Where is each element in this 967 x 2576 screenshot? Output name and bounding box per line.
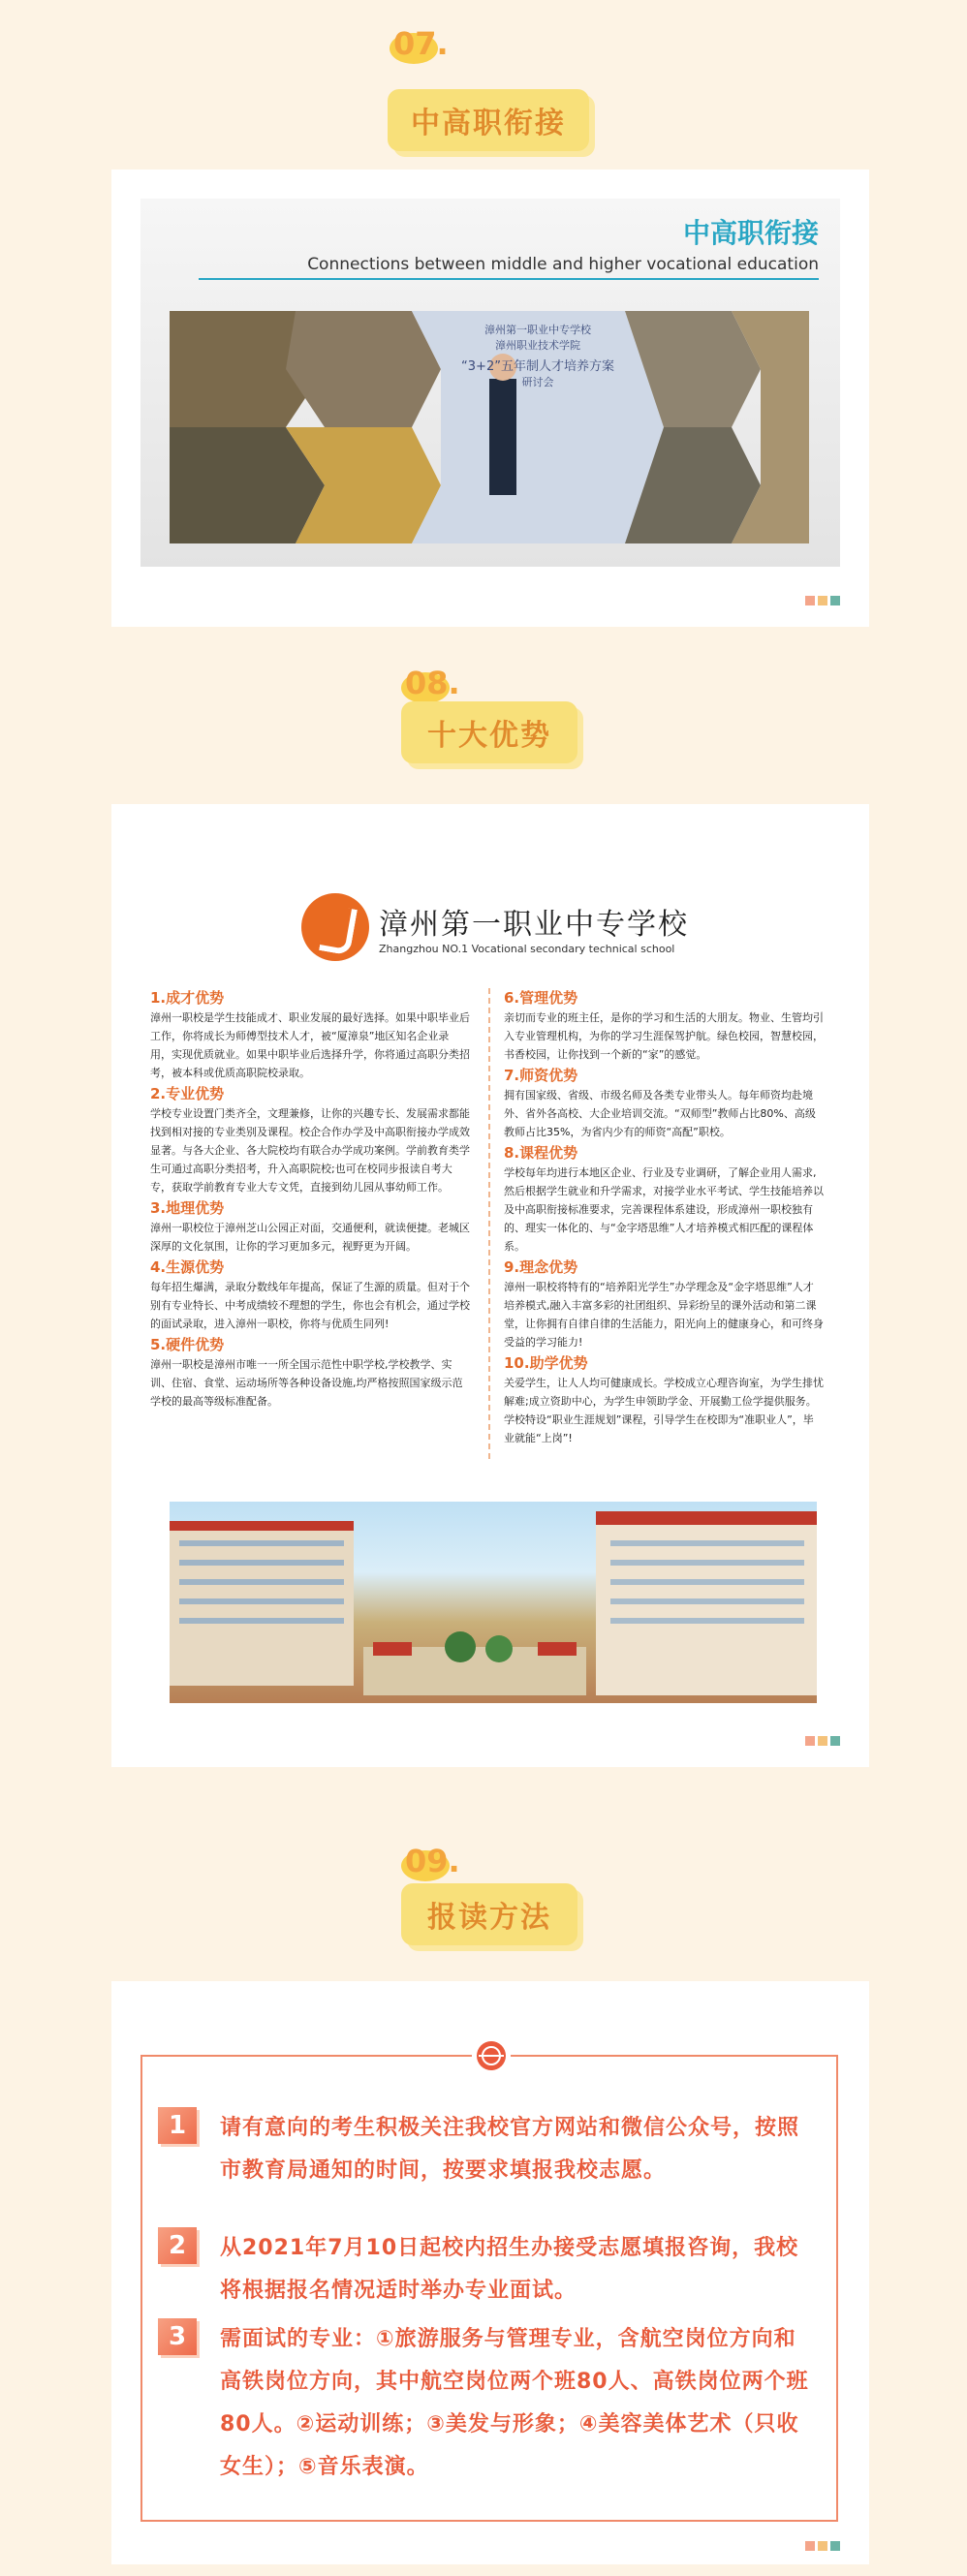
advantage-text: 关爱学生，让人人均可健康成长。学校成立心理咨询室，为学生排忧解难;成立资助中心，为学生申领助学金、开展勤工俭学提供服务。学校特设“职业生涯规划”课程，引导学生在校即为“准职业人”，毕业就能“上岗”! — [504, 1377, 824, 1444]
column-divider — [488, 988, 490, 1459]
step-item — [158, 2318, 817, 2489]
globe-icon — [472, 2039, 511, 2072]
banner-line: 漳州第一职业中专学校 — [484, 324, 591, 336]
advantage-text: 每年招生爆满，录取分数线年年提高，保证了生源的质量。但对于个别有专业特长、中考成绩较不理想的学生，你也会有机会，通过学校的面试录取，进入漳州一职校，你将与优质生同列! — [150, 1281, 470, 1330]
step-text: 请有意向的考生积极关注我校官方网站和微信公众号，按照市教育局通知的时间，按要求填报我校志愿。 — [220, 2116, 800, 2183]
banner-text — [451, 323, 625, 390]
advantages-left-column — [150, 986, 470, 1411]
advantage-heading: 2.专业优势 — [150, 1085, 225, 1102]
section-number: 07. — [393, 25, 449, 62]
campus-photo — [170, 1502, 817, 1703]
advantage-heading: 5.硬件优势 — [150, 1336, 225, 1353]
step-text: 从2021年7月10日起校内招生办接受志愿填报咨询，我校将根据报名情况适时举办专业面试。 — [220, 2236, 799, 2303]
step-number-badge: 1 — [158, 2107, 197, 2144]
advantage-heading: 1.成才优势 — [150, 989, 225, 1007]
decor-dots — [805, 2541, 840, 2551]
application-steps-box — [140, 2055, 838, 2522]
advantage-text: 拥有国家级、省级、市级名师及各类专业带头人。每年师资均赴境外、省外各高校、大企业培训交流。“双师型”教师占比80%、高级教师占比35%，为省内少有的师资“高配”职校。 — [504, 1089, 816, 1138]
advantages-right-column — [504, 986, 824, 1447]
school-name-en: Zhangzhou NO.1 Vocational secondary technical school — [379, 942, 675, 955]
school-name-cn: 漳州第一职业中专学校 — [379, 907, 689, 942]
section-08-card — [111, 804, 869, 1767]
section-number: 08. — [405, 665, 460, 701]
advantage-heading: 10.助学优势 — [504, 1354, 588, 1372]
banner-line: 研讨会 — [521, 376, 554, 388]
advantage-heading: 8.课程优势 — [504, 1144, 578, 1162]
section-title: 十大优势 — [401, 701, 577, 763]
school-header — [301, 893, 689, 961]
banner-line: “3+2”五年制人才培养方案 — [461, 359, 614, 374]
advantage-text: 漳州一职校将特有的“培养阳光学生”办学理念及“金字塔思维”人才培养模式,融入丰富多彩的社团组织、异彩纷呈的课外活动和第二课堂，让你拥有自律自律的生活能力，阳光向上的健康身心，和可终身受益的学习能力! — [504, 1281, 824, 1349]
connections-image — [140, 199, 840, 567]
step-text: 需面试的专业：①旅游服务与管理专业，含航空岗位方向和高铁岗位方向，其中航空岗位两个班80人、高铁岗位两个班80人。②运动训练；③美发与形象；④美容美体艺术（只收女生）；⑤音乐表演。 — [220, 2327, 809, 2479]
step-item — [158, 2107, 817, 2192]
section-title: 中高职衔接 — [388, 89, 589, 151]
step-number-badge: 2 — [158, 2227, 197, 2264]
step-item — [158, 2227, 817, 2312]
step-number-badge: 3 — [158, 2318, 197, 2355]
section-09-card — [111, 1981, 869, 2564]
advantage-text: 漳州一职校位于漳州芝山公园正对面，交通便利，就读便捷。老城区深厚的文化氛围，让你的学习更加多元，视野更为开阔。 — [150, 1222, 470, 1253]
image-subtitle: Connections between middle and higher vocational education — [307, 255, 819, 274]
advantage-text: 学校每年均进行本地区企业、行业及专业调研，了解企业用人需求,然后根据学生就业和升学需求，对接学业水平考试、学生技能培养以及中高职衔接标准要求，完善课程体系建设，形成漳州一职校独有的、理实一体化的、与“金字塔思维”人才培养模式相匹配的课程体系。 — [504, 1166, 824, 1253]
section-title: 报读方法 — [401, 1883, 577, 1945]
advantage-text: 学校专业设置门类齐全，文理兼修，让你的兴趣专长、发展需求都能找到相对接的专业类别及课程。校企合作办学及中高职衔接办学成效显著。与各大企业、各大院校均有联合办学成功案例。学前教育类学生可通过高职分类招考，升入高职院校;也可在校同步报读自考大专，获取学前教育专业大专文凭，直接到幼儿园从事幼师工作。 — [150, 1107, 470, 1194]
advantage-heading: 4.生源优势 — [150, 1258, 225, 1276]
decor-dots — [805, 596, 840, 605]
advantage-heading: 3.地理优势 — [150, 1199, 225, 1217]
campus-illustration — [170, 1502, 817, 1703]
advantage-heading: 9.理念优势 — [504, 1258, 578, 1276]
advantage-heading: 7.师资优势 — [504, 1067, 578, 1084]
advantage-text: 亲切而专业的班主任，是你的学习和生活的大朋友。物业、生管均引入专业管理机构，为你的学习生涯保驾护航。绿色校园，智慧校园，书香校园，让你找到一个新的“家”的感觉。 — [504, 1011, 824, 1061]
school-logo-icon — [301, 893, 369, 961]
advantage-text: 漳州一职校是学生技能成才、职业发展的最好选择。如果中职毕业后工作，你将成长为师傅型技术人才，被“厦漳泉”地区知名企业录用，实现优质就业。如果中职毕业后选择升学，你将通过高职分类招考，被本科或优质高职院校录取。 — [150, 1011, 470, 1079]
decor-dots — [805, 1736, 840, 1746]
image-title: 中高职衔接 — [682, 217, 819, 249]
title-underline — [199, 278, 819, 280]
section-07-card — [111, 170, 869, 627]
advantage-heading: 6.管理优势 — [504, 989, 578, 1007]
advantage-text: 漳州一职校是漳州市唯一一所全国示范性中职学校,学校教学、实训、住宿、食堂、运动场所等各种设备设施,均严格按照国家级示范学校的最高等级标准配备。 — [150, 1358, 463, 1408]
section-number: 09. — [405, 1843, 460, 1879]
banner-line: 漳州职业技术学院 — [495, 339, 580, 352]
